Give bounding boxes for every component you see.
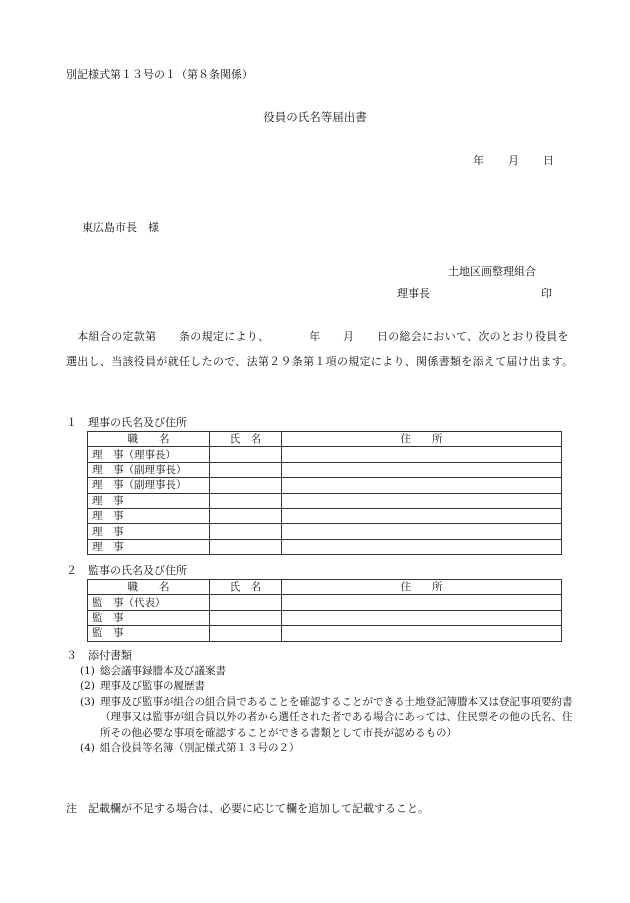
table-row	[88, 595, 562, 610]
table-row	[88, 508, 562, 523]
table-header-cell: 氏 名	[210, 580, 282, 595]
auditors-table	[87, 579, 562, 642]
address-cell	[282, 478, 562, 493]
attachment-number: (4)	[80, 742, 95, 755]
attachment-text: 理事及び監事が組合の組合員であることを確認することができる土地登記簿謄本又は登記事項要約書（理事又は監事が組合員以外の者から選任された者である場合にあっては、住民票その他の氏名、住所その他必要な事項を確認することができる書類として市長が認めるもの）	[100, 695, 573, 739]
attachment-number: (3)	[80, 695, 95, 708]
role-cell: 理 事	[88, 508, 210, 523]
section3-title: ３ 添付書類	[66, 649, 132, 662]
table-row	[88, 524, 562, 539]
chair-label: 理事長	[397, 287, 430, 300]
attachment-text: 理事及び監事の履歴書	[100, 680, 205, 693]
table-header-row	[88, 432, 562, 447]
role-cell: 理 事	[88, 524, 210, 539]
table-row	[88, 462, 562, 477]
addressee: 東広島市長 様	[82, 221, 159, 234]
name-cell	[210, 595, 282, 610]
role-cell: 理 事（理事長）	[88, 447, 210, 462]
address-cell	[282, 524, 562, 539]
table-header-cell: 氏 名	[210, 432, 282, 447]
table-row	[88, 610, 562, 625]
date-day-label: 日	[543, 154, 554, 167]
role-cell: 理 事（副理事長）	[88, 478, 210, 493]
address-cell	[282, 508, 562, 523]
attachment-number: (2)	[80, 680, 95, 693]
name-cell	[210, 610, 282, 625]
address-cell	[282, 447, 562, 462]
date-month-label: 月	[508, 154, 519, 167]
table-row	[88, 626, 562, 641]
section2-title: ２ 監事の氏名及び住所	[66, 564, 187, 577]
attachment-text: 組合役員等名簿（別記様式第１３号の２）	[100, 742, 300, 755]
union-name: 土地区画整理組合	[448, 265, 536, 278]
address-cell	[282, 462, 562, 477]
table-row	[88, 493, 562, 508]
address-cell	[282, 493, 562, 508]
page-title: 役員の氏名等届出書	[263, 110, 367, 124]
address-cell	[282, 626, 562, 641]
attachment-item	[80, 679, 580, 694]
seal-mark: 印	[541, 287, 552, 300]
table-header-cell: 職 名	[88, 432, 210, 447]
role-cell: 理 事	[88, 539, 210, 554]
name-cell	[210, 447, 282, 462]
address-cell	[282, 595, 562, 610]
attachment-item	[80, 741, 580, 756]
table-row	[88, 539, 562, 554]
role-cell: 監 事	[88, 610, 210, 625]
attachment-list	[80, 664, 580, 756]
table-header-cell: 職 名	[88, 580, 210, 595]
role-cell: 監 事（代表）	[88, 595, 210, 610]
role-cell: 理 事	[88, 493, 210, 508]
attachment-text: 総会議事録謄本及び議案書	[100, 665, 226, 677]
note: 注 記載欄が不足する場合は、必要に応じて欄を追加して記載すること。	[66, 802, 429, 815]
directors-table	[87, 431, 562, 555]
role-cell: 理 事（副理事長）	[88, 462, 210, 477]
attachment-item	[80, 664, 580, 679]
name-cell	[210, 478, 282, 493]
body-paragraph: 本組合の定款第 条の規定により、 年 月 日の総会において、次のとおり役員を選出し、当該役員が就任したので、法第２９条第１項の規定により、関係書類を添えて届け出ます。	[66, 330, 574, 368]
name-cell	[210, 493, 282, 508]
name-cell	[210, 462, 282, 477]
table-row	[88, 447, 562, 462]
address-cell	[282, 539, 562, 554]
name-cell	[210, 508, 282, 523]
form-number: 別記様式第１３号の１（第８条関係）	[66, 68, 253, 81]
table-header-cell: 住 所	[282, 432, 562, 447]
date-year-label: 年	[473, 154, 484, 167]
attachment-item	[80, 695, 580, 741]
table-row	[88, 478, 562, 493]
table-header-row	[88, 580, 562, 595]
attachment-number: (1)	[80, 665, 95, 677]
name-cell	[210, 524, 282, 539]
name-cell	[210, 626, 282, 641]
name-cell	[210, 539, 282, 554]
section1-title: １ 理事の氏名及び住所	[66, 416, 187, 429]
address-cell	[282, 610, 562, 625]
table-header-cell: 住 所	[282, 580, 562, 595]
role-cell: 監 事	[88, 626, 210, 641]
